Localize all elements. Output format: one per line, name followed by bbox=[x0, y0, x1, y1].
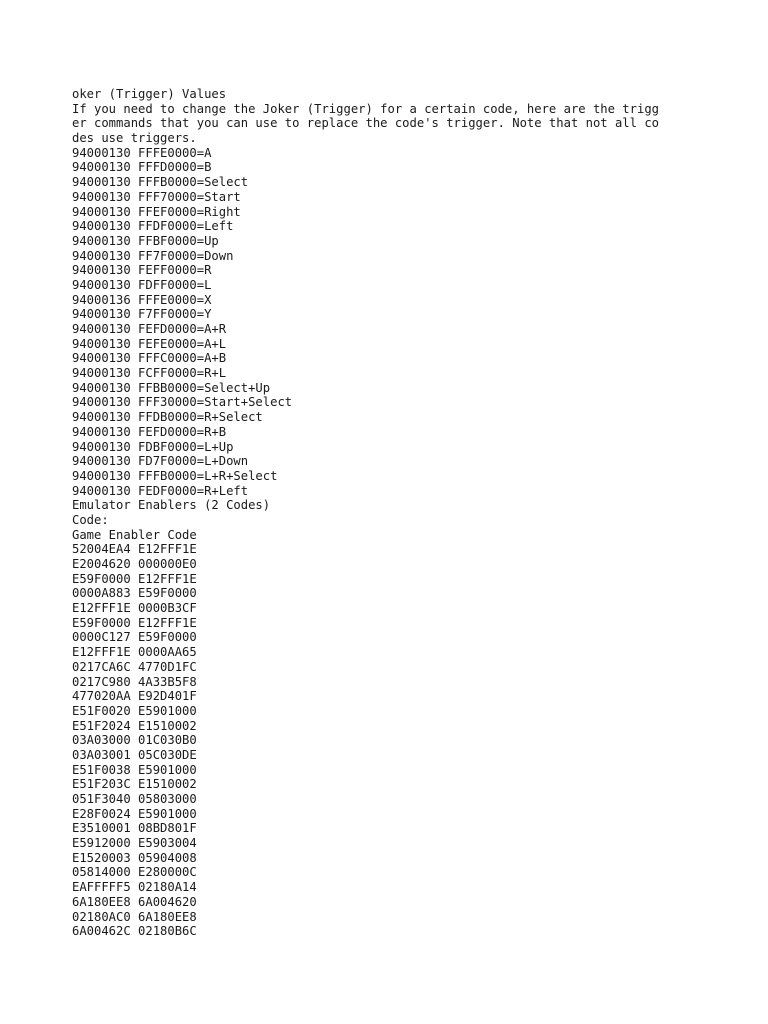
text-line: 94000136 FFFE0000=X bbox=[72, 292, 212, 307]
text-line: 94000130 FFFD0000=B bbox=[72, 160, 212, 175]
document-page bbox=[72, 87, 692, 939]
text-line: Game Enabler Code bbox=[72, 527, 197, 542]
text-line: 94000130 FFDF0000=Left bbox=[72, 219, 234, 234]
text-line: 94000130 FDFF0000=L bbox=[72, 277, 212, 292]
text-line: er commands that you can use to replace the code's trigger. Note that not all co bbox=[72, 116, 659, 131]
text-line: E28F0024 E5901000 bbox=[72, 806, 197, 821]
text-line: 94000130 FD7F0000=L+Down bbox=[72, 454, 249, 469]
text-line: 94000130 F7FF0000=Y bbox=[72, 307, 212, 322]
text-line: E59F0000 E12FFF1E bbox=[72, 571, 197, 586]
text-line: 02180AC0 6A180EE8 bbox=[72, 909, 197, 924]
text-line: 94000130 FDBF0000=L+Up bbox=[72, 439, 234, 454]
text-line: 94000130 FF7F0000=Down bbox=[72, 248, 234, 263]
text-line: EAFFFFF5 02180A14 bbox=[72, 880, 197, 895]
text-line: 94000130 FFDB0000=R+Select bbox=[72, 410, 263, 425]
text-line: 94000130 FFFB0000=L+R+Select bbox=[72, 468, 278, 483]
text-line: 03A03001 05C030DE bbox=[72, 747, 197, 762]
text-line: des use triggers. bbox=[72, 131, 197, 146]
text-line: 94000130 FFFC0000=A+B bbox=[72, 351, 227, 366]
text-line: E12FFF1E 0000B3CF bbox=[72, 601, 197, 616]
text-line: E5912000 E5903004 bbox=[72, 836, 197, 851]
text-line: oker (Trigger) Values bbox=[72, 87, 227, 101]
text-line: 94000130 FFF70000=Start bbox=[72, 189, 241, 204]
text-line: E51F0020 E5901000 bbox=[72, 703, 197, 718]
text-line: 94000130 FEDF0000=R+Left bbox=[72, 483, 249, 498]
text-line: E3510001 08BD801F bbox=[72, 821, 197, 836]
text-line: 0217CA6C 4770D1FC bbox=[72, 659, 197, 674]
text-line: E59F0000 E12FFF1E bbox=[72, 615, 197, 630]
text-line: E2004620 000000E0 bbox=[72, 557, 197, 571]
text-line: E51F2024 E1510002 bbox=[72, 718, 197, 733]
text-line: 94000130 FEFD0000=R+B bbox=[72, 424, 227, 439]
text-line: 477020AA E92D401F bbox=[72, 689, 197, 704]
text-line: 6A180EE8 6A004620 bbox=[72, 894, 197, 909]
text-line: E51F0038 E5901000 bbox=[72, 762, 197, 777]
text-line: 94000130 FCFF0000=R+L bbox=[72, 366, 227, 381]
text-line: 6A00462C 02180B6C bbox=[72, 924, 197, 939]
text-line: E51F203C E1510002 bbox=[72, 777, 197, 792]
text-line: 94000130 FEFD0000=A+R bbox=[72, 322, 227, 336]
text-line: 0217C980 4A33B5F8 bbox=[72, 674, 197, 689]
text-line: 94000130 FFF30000=Start+Select bbox=[72, 395, 293, 410]
text-line: 94000130 FFBF0000=Up bbox=[72, 233, 219, 248]
text-line: 94000130 FFBB0000=Select+Up bbox=[72, 380, 271, 395]
text-line: E1520003 05904008 bbox=[72, 850, 197, 865]
text-line: 0000C127 E59F0000 bbox=[72, 630, 197, 645]
text-line: 94000130 FFFB0000=Select bbox=[72, 175, 249, 190]
text-line: 94000130 FEFE0000=A+L bbox=[72, 336, 227, 351]
text-line: E12FFF1E 0000AA65 bbox=[72, 645, 197, 660]
text-line: 94000130 FFEF0000=Right bbox=[72, 204, 241, 219]
text-line: Emulator Enablers (2 Codes) bbox=[72, 498, 271, 513]
text-line: 94000130 FEFF0000=R bbox=[72, 263, 212, 278]
text-line: 94000130 FFFE0000=A bbox=[72, 145, 212, 160]
text-line: 03A03000 01C030B0 bbox=[72, 733, 197, 748]
text-line: 051F3040 05803000 bbox=[72, 792, 197, 806]
text-line: 05814000 E280000C bbox=[72, 865, 197, 880]
text-line: 52004EA4 E12FFF1E bbox=[72, 542, 197, 557]
text-line: If you need to change the Joker (Trigger) for a certain code, here are the trigg bbox=[72, 101, 659, 116]
text-line: Code: bbox=[72, 512, 109, 527]
text-line: 0000A883 E59F0000 bbox=[72, 586, 197, 601]
